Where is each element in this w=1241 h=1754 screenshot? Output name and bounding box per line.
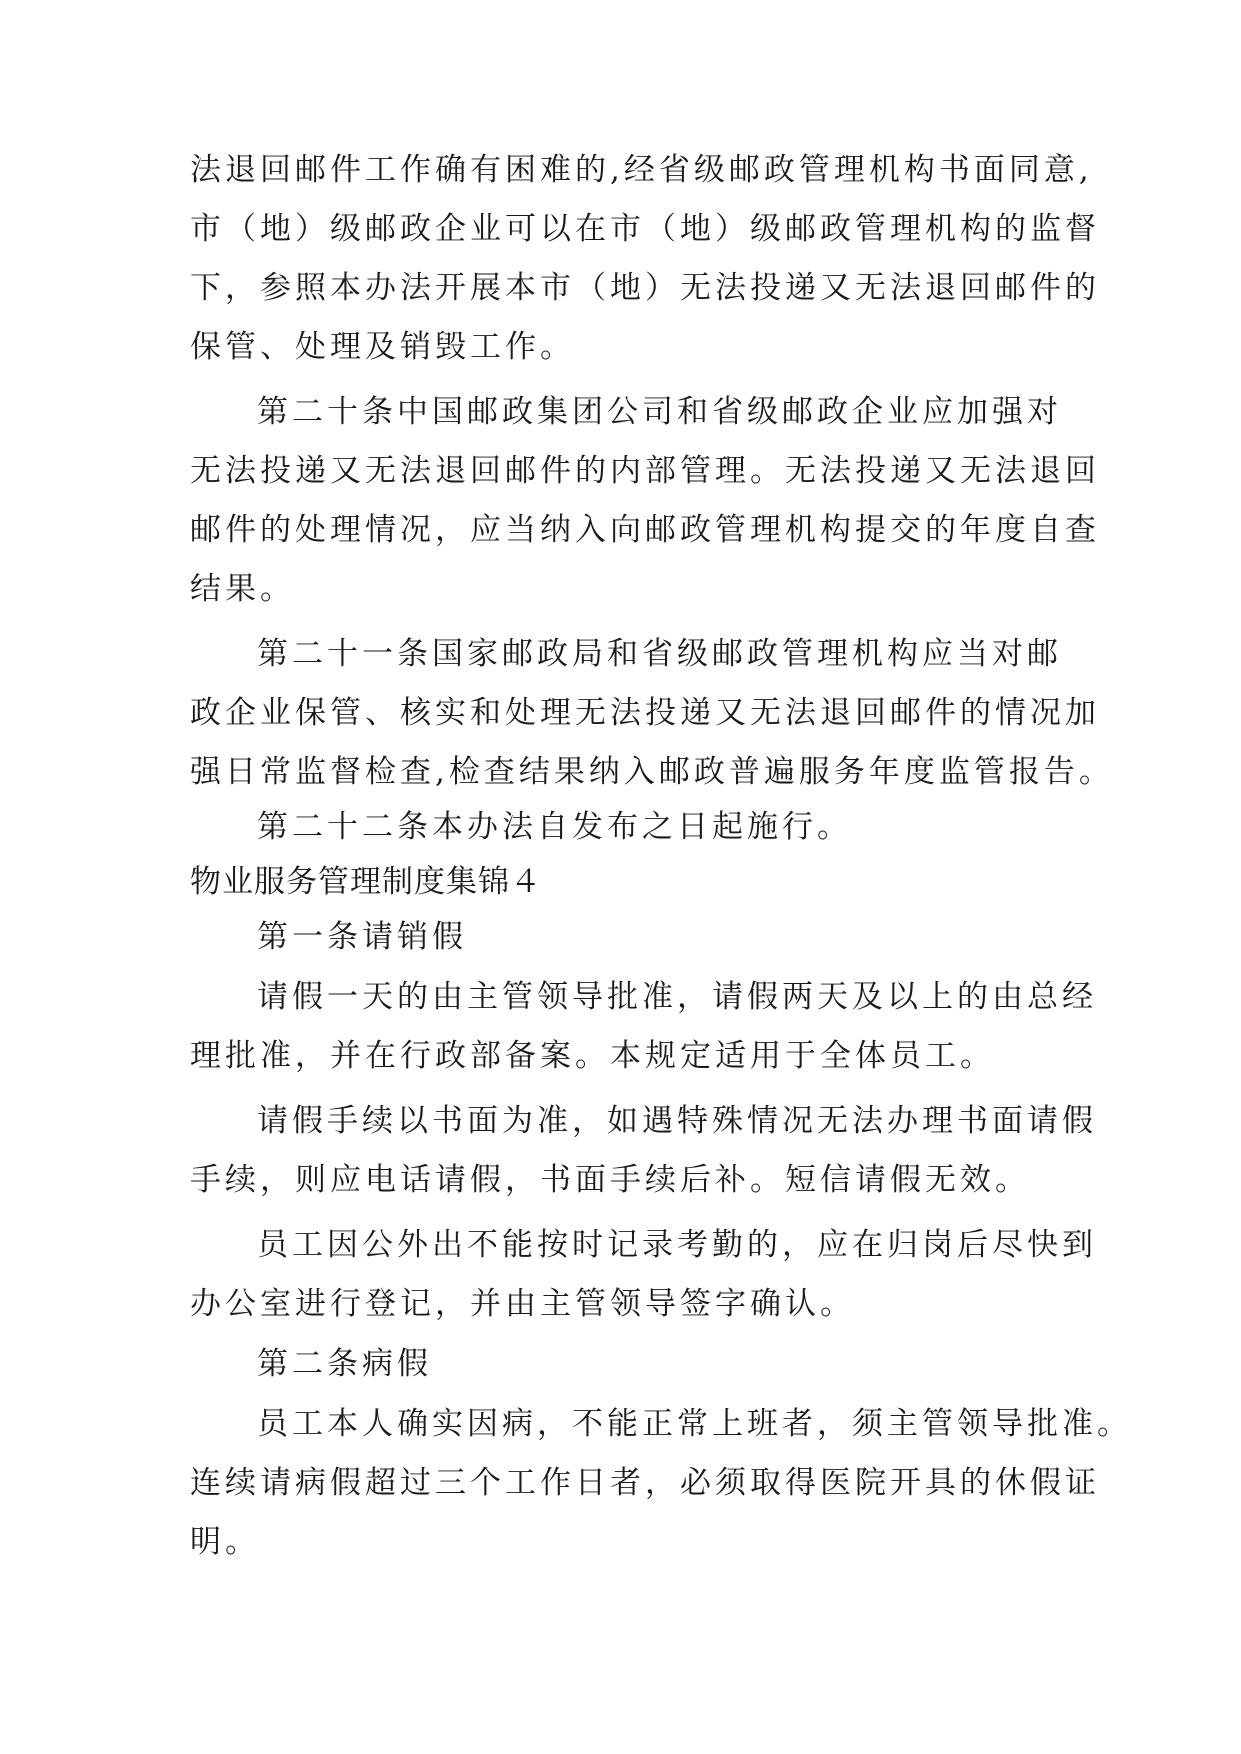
text-line: 结果。: [190, 571, 295, 607]
section-heading: 物业服务管理制度集锦４: [190, 864, 542, 900]
text-line: 强日常监督检查,检查结果纳入邮政普遍服务年度监管报告。: [190, 754, 1114, 790]
text-line: 邮件的处理情况，应当纳入向邮政管理机构提交的年度自查: [190, 512, 1100, 548]
paragraph-start: 第二十二条本办法自发布之日起施行。: [257, 809, 852, 845]
text-line: 保管、处理及销毁工作。: [190, 329, 575, 365]
paragraph-start: 请假一天的由主管领导批准，请假两天及以上的由总经: [257, 979, 1097, 1015]
article-heading: 第二条病假: [257, 1346, 432, 1382]
text-line: 办公室进行登记，并由主管领导签字确认。: [190, 1286, 855, 1322]
paragraph-start: 员工本人确实因病，不能正常上班者，须主管领导批准。: [257, 1406, 1132, 1442]
article-heading: 第一条请销假: [257, 919, 467, 955]
text-line: 市（地）级邮政企业可以在市（地）级邮政管理机构的监督: [190, 211, 1100, 247]
text-line: 政企业保管、核实和处理无法投递又无法退回邮件的情况加: [190, 695, 1100, 731]
text-line: 无法投递又无法退回邮件的内部管理。无法投递又无法退回: [190, 453, 1100, 489]
paragraph-start: 第二十条中国邮政集团公司和省级邮政企业应加强对: [257, 394, 1062, 430]
text-line: 连续请病假超过三个工作日者，必须取得医院开具的休假证: [190, 1465, 1100, 1501]
paragraph-start: 第二十一条国家邮政局和省级邮政管理机构应当对邮: [257, 636, 1062, 672]
paragraph-start: 请假手续以书面为准，如遇特殊情况无法办理书面请假: [257, 1103, 1097, 1139]
paragraph-start: 员工因公外出不能按时记录考勤的，应在归岗后尽快到: [257, 1227, 1097, 1263]
text-line: 下，参照本办法开展本市（地）无法投递又无法退回邮件的: [190, 270, 1100, 306]
text-line: 手续，则应电话请假，书面手续后补。短信请假无效。: [190, 1162, 1030, 1198]
text-line: 法退回邮件工作确有困难的,经省级邮政管理机构书面同意,: [190, 152, 1093, 188]
text-line: 理批准，并在行政部备案。本规定适用于全体员工。: [190, 1038, 995, 1074]
text-line: 明。: [190, 1524, 260, 1560]
